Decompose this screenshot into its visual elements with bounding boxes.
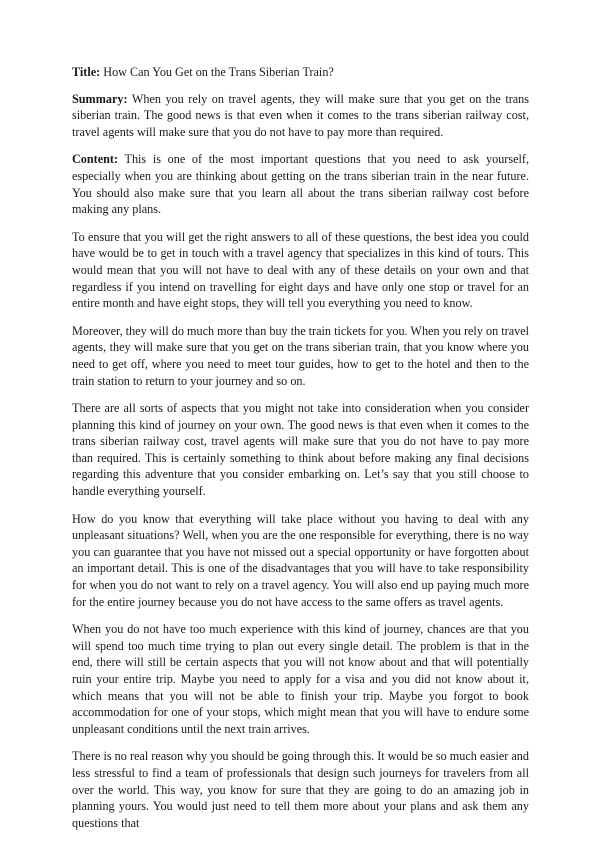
- content-label: Content:: [72, 152, 119, 167]
- body-paragraph: There is no real reason why you should be going through this. It would be so much easier and less stressful to find a team of professionals that design such journeys for travelers from all over the world. This way, you know for sure that they are going to do an amazing job in planning yours. You would just need to tell them more about your plans and ask them any questions that: [72, 749, 529, 830]
- summary-label: Summary:: [72, 91, 128, 106]
- summary-paragraph: [72, 91, 529, 141]
- body-paragraph: When you do not have too much experience with this kind of journey, chances are that you will spend too much time trying to plan out every single detail. The problem is that in the end, there will still be certain aspects that you will not know about and that will potentially ruin your entire trip. Maybe you need to apply for a visa and you did not know about it, which means that you will not be able to finish your trip. Maybe you forgot to book accommodation for one of your stops, which might mean that you will have to endure some unpleasant conditions until the next train arrives.: [72, 622, 529, 736]
- body-paragraph: To ensure that you will get the right answers to all of these questions, the best idea you could have would be to get in touch with a travel agency that specializes in this kind of tours. This would mean that you will not have to deal with any of these details on your own and that regardless if you intend on travelling for eight days and have only one stop or travel for an entire month and have eight stops, they will tell you everything you need to know.: [72, 229, 529, 311]
- title-line: [72, 64, 529, 81]
- document-page: [72, 64, 529, 842]
- body-paragraph: There are all sorts of aspects that you might not take into consideration when you consider planning this kind of journey on your own. The good news is that even when it comes to the trans siberian railway cost, travel agents will make sure that you do not have to pay more than required. This is certainly something to think about before making any final decisions regarding this adventure that you consider embarking on. Let’s say that you still choose to handle everything yourself.: [72, 401, 529, 499]
- page-title: How Can You Get on the Trans Siberian Train?: [103, 65, 334, 79]
- content-intro-text: This is one of the most important questions that you need to ask yourself, especially when you are thinking about getting on the trans siberian train in the near future. You should also make sure that you learn all about the trans siberian railway cost before making any plans.: [72, 152, 530, 217]
- body-paragraph: How do you know that everything will take place without you having to deal with any unpleasant situations? Well, when you are the one responsible for everything, there is no way you can guarantee that you have not missed out a special opportunity or have forgotten about an important detail. This is one of the disadvantages that you will have to take responsibility for when you do not want to rely on a travel agency. You will also end up paying much more for the entire journey because you do not have access to the same offers as travel agents.: [72, 511, 529, 609]
- content-paragraph: [72, 151, 529, 217]
- summary-text: When you rely on travel agents, they will make sure that you get on the trans siberian train. The good news is that even when it comes to the trans siberian railway cost, travel agents will make sure that you do not have to pay more than required.: [72, 91, 530, 139]
- body-paragraph: Moreover, they will do much more than buy the train tickets for you. When you rely on travel agents, they will make sure that you get on the trans siberian train, that you know where you need to get off, where you need to meet tour guides, how to get to the hotel and then to the train station to return to your journey and so on.: [72, 323, 529, 388]
- title-label: Title:: [72, 65, 101, 79]
